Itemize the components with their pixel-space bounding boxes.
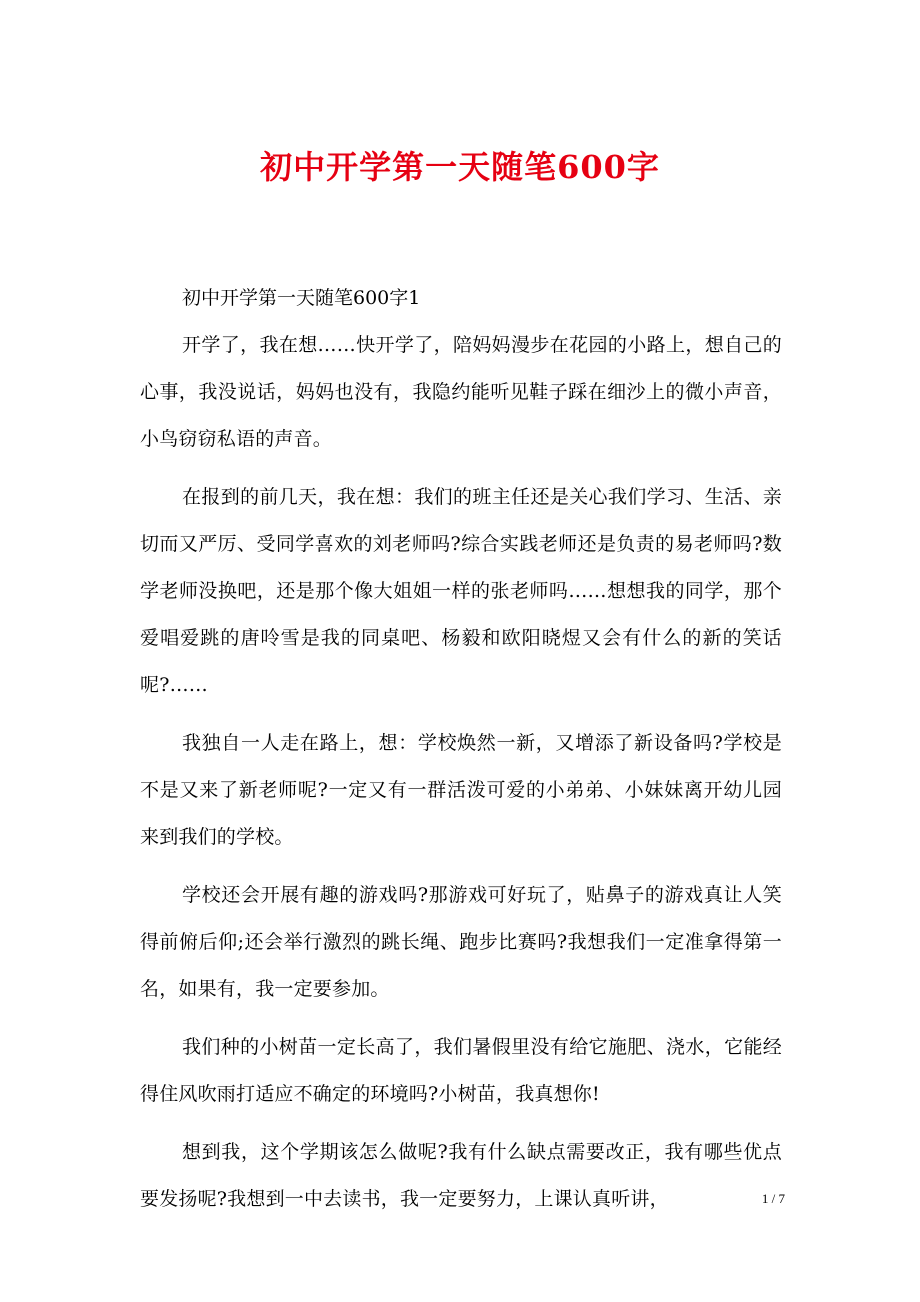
paragraph: 想到我，这个学期该怎么做呢?我有什么缺点需要改正，我有哪些优点要发扬呢?我想到一中去读书，我一定要努力，上课认真听讲， [140, 1141, 782, 1210]
paragraph: 开学了，我在想……快开学了，陪妈妈漫步在花园的小路上，想自己的心事，我没说话，妈妈也没有，我隐约能听见鞋子踩在细沙上的微小声音，小鸟窃窃私语的声音。 [140, 334, 782, 450]
document-body [140, 280, 782, 1234]
paragraph: 我们种的小树苗一定长高了，我们暑假里没有给它施肥、浇水，它能经得住风吹雨打适应不确定的环境吗?小树苗，我真想你! [140, 1036, 782, 1105]
document-title: 初中开学第一天随笔600字 [260, 148, 660, 186]
paragraph: 我独自一人走在路上，想：学校焕然一新，又增添了新设备吗?学校是不是又来了新老师呢?一定又有一群活泼可爱的小弟弟、小妹妹离开幼儿园来到我们的学校。 [140, 732, 782, 848]
section-heading: 初中开学第一天随笔600字1 [182, 287, 421, 309]
paragraph: 学校还会开展有趣的游戏吗?那游戏可好玩了，贴鼻子的游戏真让人笑得前俯后仰;还会举行激烈的跳长绳、跑步比赛吗?我想我们一定准拿得第一名，如果有，我一定要参加。 [140, 884, 782, 1000]
page-number: 1 / 7 [761, 1191, 785, 1206]
paragraph: 在报到的前几天，我在想：我们的班主任还是关心我们学习、生活、亲切而又严厉、受同学喜欢的刘老师吗?综合实践老师还是负责的易老师吗?数学老师没换吧，还是那个像大姐姐一样的张老师吗……想想我的同学，那个爱唱爱跳的唐呤雪是我的同桌吧、杨毅和欧阳晓煜又会有什么的新的笑话呢?…… [140, 486, 782, 696]
